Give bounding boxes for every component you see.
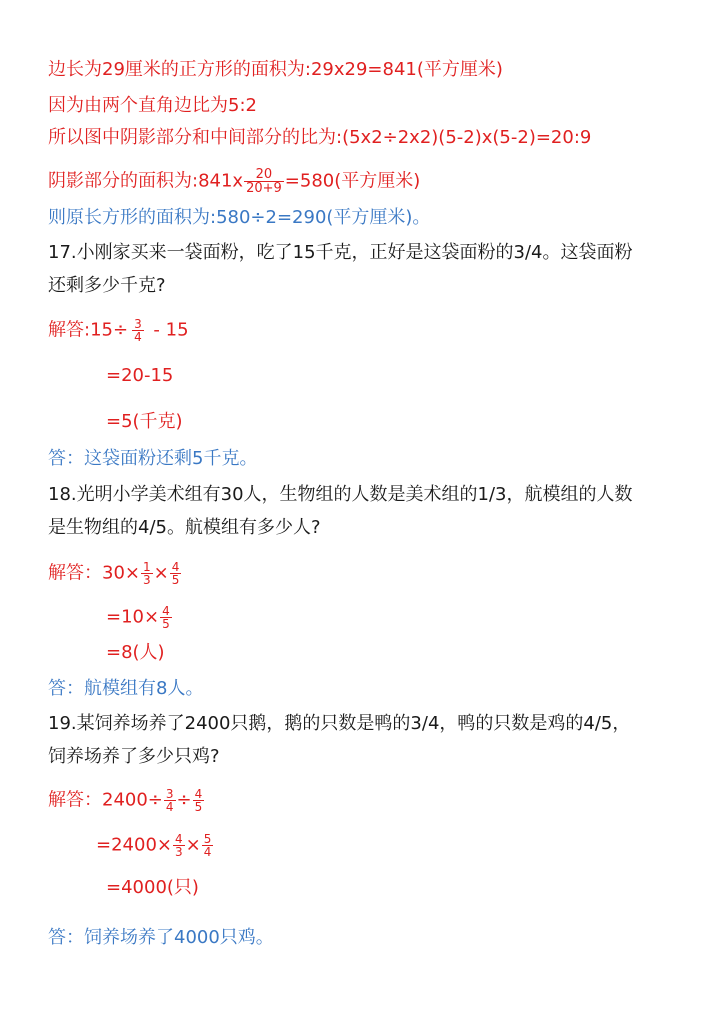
numerator: 4 [162,604,170,618]
denominator: 4 [134,330,142,344]
solution-text: 解答:15÷ [48,319,129,341]
solution-text: =10× [106,606,160,628]
question-17-step-2: =5(千克) [106,411,183,432]
fraction [193,788,205,813]
calc-line-square-area: 边长为29厘米的正方形的面积为:29x29=841(平方厘米) [48,59,503,80]
question-18-text-2: 是生物组的4/5。航模组有多少人? [48,517,321,538]
question-18-answer: 答：航模组有8人。 [48,678,204,699]
question-19-step-1 [96,833,214,858]
fraction [141,561,153,586]
fraction [244,168,284,195]
calc-text: =580(平方厘米) [284,170,421,192]
numerator: 20 [255,167,273,182]
numerator: 1 [143,560,151,574]
denominator: 5 [171,573,180,587]
question-18-step-2: =8(人) [106,642,165,663]
fraction [170,561,182,586]
numerator: 3 [134,317,142,331]
divide-sign: ÷ [176,789,192,811]
denominator: 3 [143,573,151,587]
calc-text: 阴影部分的面积为:841x [48,170,244,192]
fraction [202,833,214,858]
fraction [173,833,185,858]
question-17-text-2: 还剩多少千克? [48,275,166,296]
question-17-text-1: 17.小刚家买来一袋面粉，吃了15千克，正好是这袋面粉的3/4。这袋面粉 [48,242,633,263]
calc-line-part-ratio: 所以图中阴影部分和中间部分的比为:(5x2÷2x2)(5-2)x(5-2)=20:9 [48,127,592,148]
numerator: 5 [203,832,212,846]
fraction [164,788,176,813]
fraction [160,605,172,630]
solution-text: 解答：30× [48,562,140,584]
solution-text: 解答：2400÷ [48,789,163,811]
denominator: 4 [203,845,212,859]
question-19-text-1: 19.某饲养场养了2400只鹅，鹅的只数是鸭的3/4，鸭的只数是鸡的4/5， [48,713,631,734]
calc-line-rectangle-area: 则原长方形的面积为:580÷2=290(平方厘米)。 [48,207,431,228]
solution-text: - 15 [147,319,189,341]
numerator: 4 [174,832,183,846]
calc-line-shaded-area [48,168,420,195]
times-sign: × [185,834,201,856]
denominator: 5 [194,800,203,814]
numerator: 4 [194,787,203,801]
denominator: 20+9 [246,181,282,196]
denominator: 5 [162,617,170,631]
question-19-solution [48,788,205,813]
denominator: 3 [174,845,183,859]
times-sign: × [153,562,169,584]
question-18-text-1: 18.光明小学美术组有30人，生物组的人数是美术组的1/3，航模组的人数 [48,484,633,505]
solution-text: =2400× [96,834,172,856]
question-17-answer: 答：这袋面粉还剩5千克。 [48,448,258,469]
question-17-step-1: =20-15 [106,365,174,386]
question-19-answer: 答：饲养场养了4000只鸡。 [48,927,274,948]
numerator: 3 [165,787,174,801]
question-18-step-1 [106,605,173,630]
denominator: 4 [165,800,174,814]
question-18-solution [48,561,182,586]
numerator: 4 [171,560,180,574]
question-19-step-2: =4000(只) [106,877,199,898]
question-17-solution [48,318,189,343]
question-19-text-2: 饲养场养了多少只鸡? [48,746,220,767]
calc-line-ratio: 因为由两个直角边比为5:2 [48,95,257,116]
fraction [132,318,144,343]
